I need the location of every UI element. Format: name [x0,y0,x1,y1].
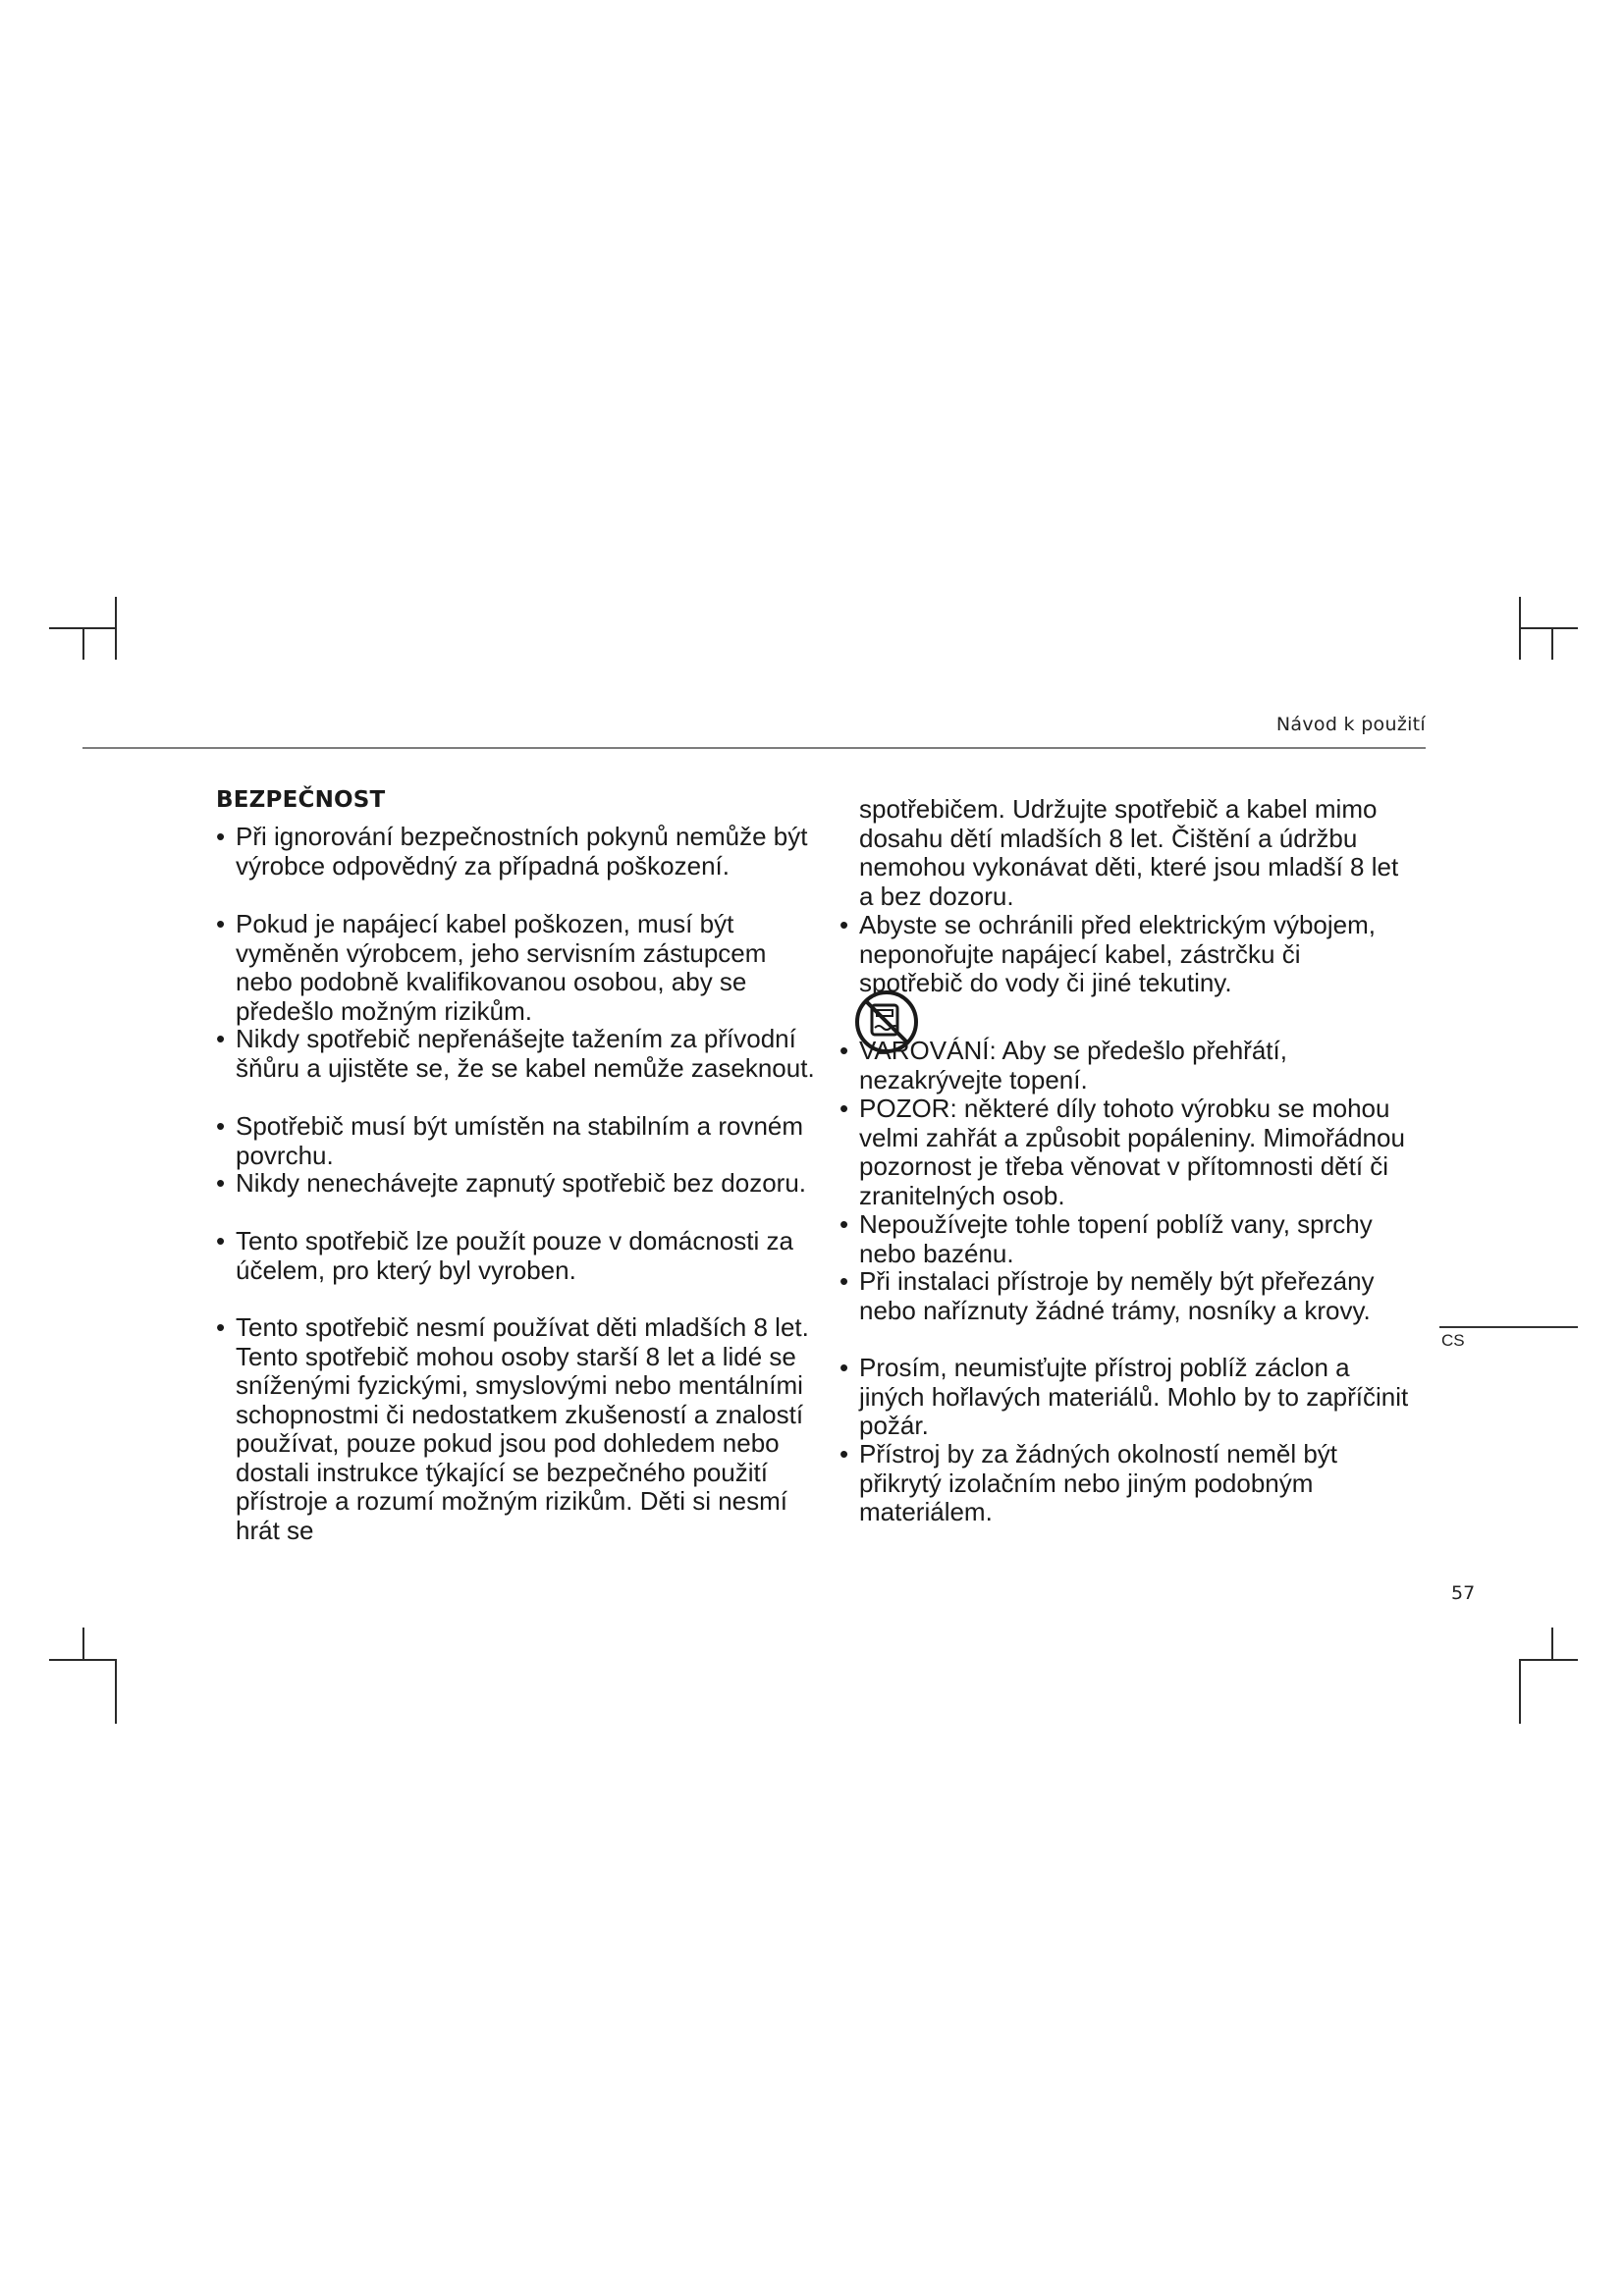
safety-item-text: VAROVÁNÍ: Aby se předešlo přehřátí, nezakrývejte topení. [859,1036,1287,1095]
crop-mark [1519,1659,1578,1661]
safety-item-text: Tento spotřebič nesmí používat děti mladších 8 let. Tento spotřebič mohou osoby starší 8 let a lidé se sníženými fyzickými, smyslovými nebo mentálními schopnostmi či nedostatkem zkušeností a znalostí používat, pouze pokud jsou pod dohledem nebo dostali instrukce týkající se bezpečného použití přístroje a rozumí možným rizikům. Děti si nesmí hrát se [236,1312,809,1545]
page-number: 57 [1451,1582,1476,1604]
safety-item [216,1169,806,1199]
no-immersion-icon [853,988,920,1055]
safety-item [839,1267,1409,1325]
safety-item-text: Nikdy spotřebič nepřenášejte tažením za přívodní šňůru a ujistěte se, že se kabel nemůže zaseknout. [236,1024,815,1083]
safety-item [839,1354,1409,1441]
safety-item-text: Pokud je napájecí kabel poškozen, musí být vyměněn výrobcem, jeho servisním zástupcem nebo podobně kvalifikovanou osobou, aby se předešlo možným rizikům. [236,909,767,1026]
crop-mark [1551,628,1553,660]
crop-mark [115,1659,117,1724]
bullet: • [839,1439,849,1468]
bullet: • [216,909,226,938]
bullet: • [839,1266,849,1296]
safety-item [839,1210,1409,1268]
bullet: • [216,822,226,851]
safety-item [216,1025,825,1083]
bullet: • [839,1094,849,1123]
bullet: • [216,1024,226,1053]
safety-item-text: Při instalaci přístroje by neměly být přeřezány nebo naříznuty žádné trámy, nosníky a krovy. [859,1266,1375,1325]
bullet: • [839,1209,849,1239]
crop-mark [1519,627,1578,629]
safety-item-text: Tento spotřebič lze použít pouze v domácnosti za účelem, pro který byl vyroben. [236,1226,793,1285]
safety-item [839,1037,1409,1095]
safety-item [216,1112,825,1170]
safety-item-text: Prosím, neumisťujte přístroj poblíž záclon a jiných hořlavých materiálů. Mohlo by to zapříčinit požár. [859,1353,1409,1440]
safety-item-text: Při ignorování bezpečnostních pokynů nemůže být výrobce odpovědný za případná poškození. [236,822,808,881]
crop-mark [1551,1628,1553,1659]
bullet: • [216,1111,226,1141]
bullet: • [839,1036,849,1065]
safety-item [839,911,1409,998]
safety-item-text: Nikdy nenechávejte zapnutý spotřebič bez dozoru. [236,1168,807,1198]
safety-item-text: Přístroj by za žádných okolností neměl být přikrytý izolačním nebo jiným podobným materiálem. [859,1439,1338,1526]
continued-text: spotřebičem. Udržujte spotřebič a kabel mimo dosahu dětí mladších 8 let. Čištění a údržbu nemohou vykonávat děti, které jsou mladší 8 let a bez dozoru. [859,794,1399,911]
header-title: Návod k použití [1275,714,1426,735]
safety-item-text: POZOR: některé díly tohoto výrobku se mohou velmi zahřát a způsobit popáleniny. Mimořádnou pozornost je třeba věnovat v přítomnosti dětí či zranitelných osob. [859,1094,1405,1210]
safety-item-text: Nepoužívejte tohle topení poblíž vany, sprchy nebo bazénu. [859,1209,1373,1268]
bullet: • [839,1353,849,1382]
header-divider [82,747,1426,749]
safety-item [839,1440,1409,1527]
language-tab-rule [1439,1326,1578,1328]
bullet: • [216,1312,226,1342]
safety-item [216,1313,825,1545]
safety-item-text: Abyste se ochránili před elektrickým výbojem, neponořujte napájecí kabel, zástrčku či spotřebič do vody či jiné tekutiny. [859,910,1376,997]
safety-item-text: Spotřebič musí být umístěn na stabilním a rovném povrchu. [236,1111,804,1170]
safety-item [216,910,825,1026]
bullet: • [216,1226,226,1255]
safety-item [216,1227,825,1285]
crop-mark [82,628,84,660]
bullet: • [839,910,849,939]
section-title: BEZPEČNOST [216,787,386,813]
crop-mark [82,1628,84,1659]
bullet: • [216,1168,226,1198]
crop-mark [49,1659,116,1661]
safety-item [216,823,825,881]
language-code: CS [1441,1331,1465,1350]
crop-mark [1519,1659,1521,1724]
safety-item [839,1095,1409,1210]
